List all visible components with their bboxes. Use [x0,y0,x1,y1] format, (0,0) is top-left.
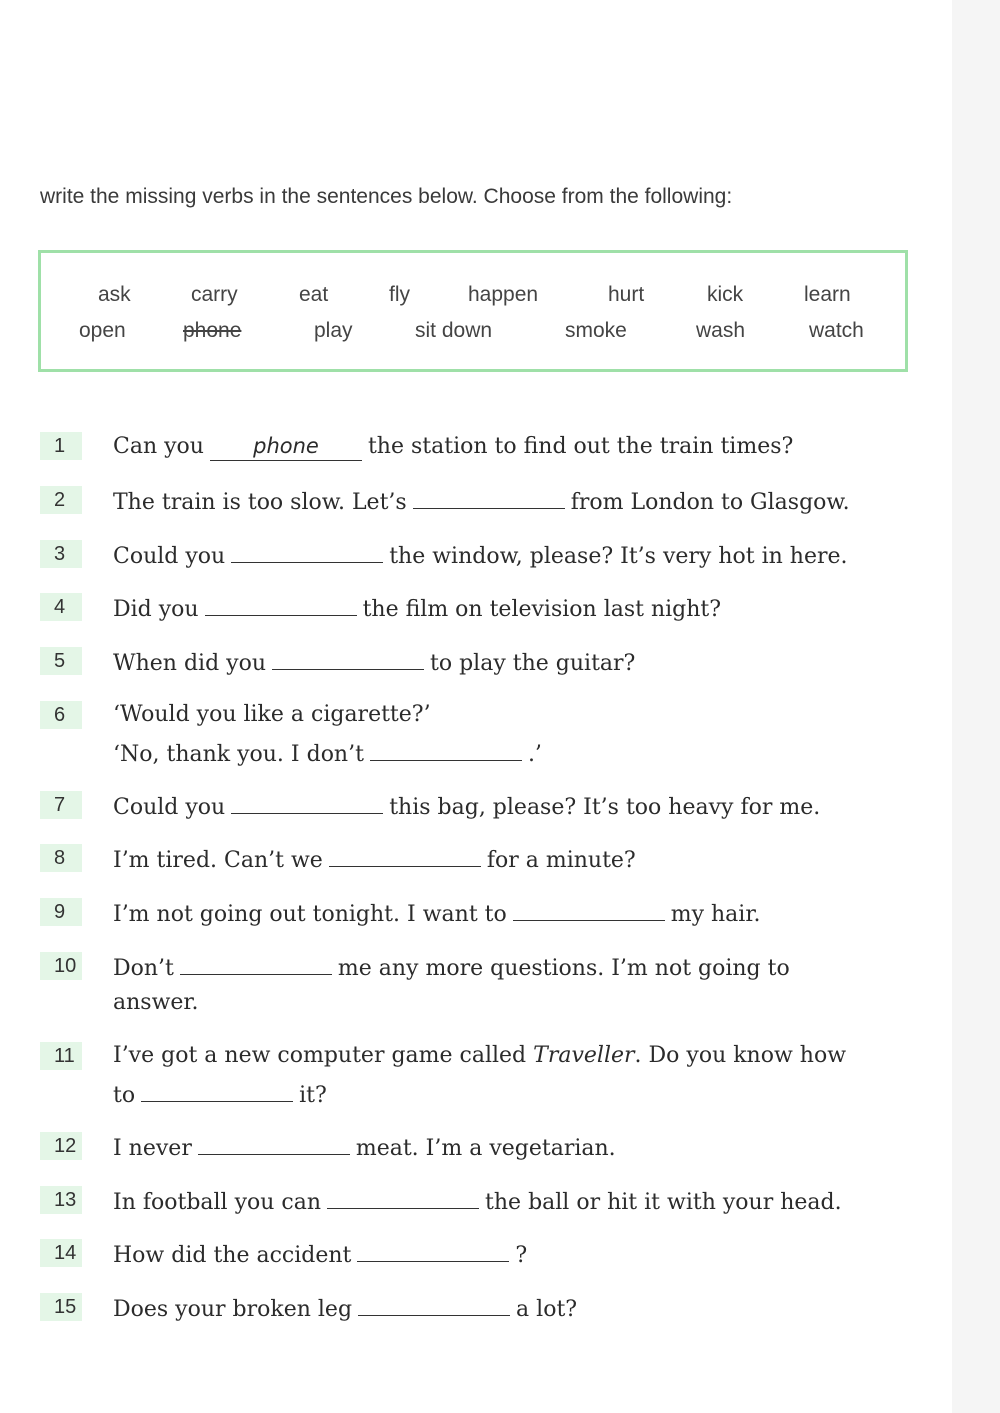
game-title: Traveller [533,1043,635,1068]
answer-blank[interactable] [231,791,383,814]
sentence-text: the station to find out the train times? [367,434,794,459]
item-number: 2 [40,486,82,514]
sentence-text: Can you [113,434,204,459]
sentence-text: my hair. [670,902,761,927]
sentence-text: for a minute? [486,848,636,873]
sentence-15 [113,1293,577,1324]
answer-blank[interactable] [358,1293,510,1316]
sentence-10 [113,952,790,983]
answer-blank[interactable] [370,738,522,761]
item-number: 15 [40,1293,82,1321]
word-smoke: smoke [565,319,627,342]
answer-blank[interactable] [327,1186,479,1209]
item-number: 4 [40,593,82,621]
sentence-2 [113,486,850,517]
word-play: play [314,319,353,342]
word-box [38,250,908,372]
word-hurt: hurt [608,283,645,306]
word-watch: watch [809,319,864,342]
sentence-14 [113,1239,527,1270]
sentence-9 [113,898,760,929]
sentence-text: I never [113,1136,192,1161]
word-ask: ask [98,283,131,306]
word-learn: learn [804,283,851,306]
sentence-text: ‘No, thank you. I don’t [113,742,364,767]
sentence-8 [113,844,636,875]
sentence-text: to play the guitar? [430,651,636,676]
sentence-11 [113,1042,846,1070]
sentence-text: answer. [113,990,199,1015]
sentence-text: ‘Would you like a cigarette?’ [113,702,431,727]
sentence-text: I’m not going out tonight. I want to [113,902,507,927]
item-number: 14 [40,1239,82,1267]
sentence-text: Don’t [113,956,174,981]
word-eat: eat [299,283,329,306]
word-open: open [79,319,126,342]
sentence-text: the window, please? It’s very hot in here. [389,544,848,569]
item-number: 12 [40,1132,82,1160]
answer-blank[interactable] [205,593,357,616]
word-fly: fly [389,283,410,306]
sentence-text: a lot? [516,1297,578,1322]
answer-blank-filled[interactable]: phone [210,432,362,461]
sentence-3 [113,540,848,571]
sentence-text: I’ve got a new computer game called [113,1043,527,1068]
sentence-text: the film on television last night? [362,597,722,622]
sentence-text: How did the accident [113,1243,352,1268]
sentence-11-line-2 [113,1079,327,1110]
sentence-text: I’m tired. Can’t we [113,848,323,873]
sentence-text: it? [299,1083,327,1108]
item-number: 7 [40,791,82,819]
answer-blank[interactable] [180,952,332,975]
sentence-text: When did you [113,651,267,676]
sentence-6-line-2 [113,738,542,769]
sentence-7 [113,791,820,822]
sentence-text: ? [515,1243,528,1268]
item-number: 6 [40,701,82,729]
sentence-text: Does your broken leg [113,1297,353,1322]
word-kick: kick [707,283,744,306]
answer-blank[interactable] [272,647,424,670]
answer-blank[interactable] [141,1079,293,1102]
item-number: 10 [40,952,82,980]
sentence-text: the ball or hit it with your head. [485,1190,842,1215]
word-happen: happen [468,283,539,306]
sentence-text: Could you [113,544,226,569]
sentence-6 [113,701,431,729]
word-wash: wash [696,319,746,342]
sentence-5 [113,647,635,678]
sentence-text: me any more questions. I’m not going to [337,956,790,981]
item-number: 11 [40,1042,82,1070]
answer-blank[interactable] [231,540,383,563]
sentence-text: Did you [113,597,199,622]
sentence-12 [113,1132,616,1163]
sentence-10-line-2 [113,989,199,1017]
sentence-text: The train is too slow. Let’s [113,490,407,515]
sentence-text: .’ [527,742,542,767]
sentence-text: to [113,1083,136,1108]
sentence-text: from London to Glasgow. [570,490,850,515]
item-number: 13 [40,1186,82,1214]
word-phone-struck: phone [183,319,242,342]
sentence-text: Could you [113,795,226,820]
item-number: 1 [40,432,82,460]
item-number: 3 [40,540,82,568]
item-number: 5 [40,647,82,675]
sentence-text: meat. I’m a vegetarian. [355,1136,616,1161]
sentence-1 [113,432,793,461]
item-number: 9 [40,898,82,926]
sentence-text: this bag, please? It’s too heavy for me. [389,795,821,820]
sentence-4 [113,593,721,624]
sentence-13 [113,1186,842,1217]
answer-blank[interactable] [413,486,565,509]
word-carry: carry [191,283,238,306]
page-edge-shade [952,0,1000,1413]
answer-blank[interactable] [329,844,481,867]
word-sit-down: sit down [415,319,493,342]
answer-blank[interactable] [357,1239,509,1262]
item-number: 8 [40,844,82,872]
instruction-text: write the missing verbs in the sentences below. Choose from the following: [40,185,733,208]
sentence-text: In football you can [113,1190,322,1215]
sentence-text: . Do you know how [634,1043,847,1068]
answer-blank[interactable] [198,1132,350,1155]
answer-blank[interactable] [513,898,665,921]
